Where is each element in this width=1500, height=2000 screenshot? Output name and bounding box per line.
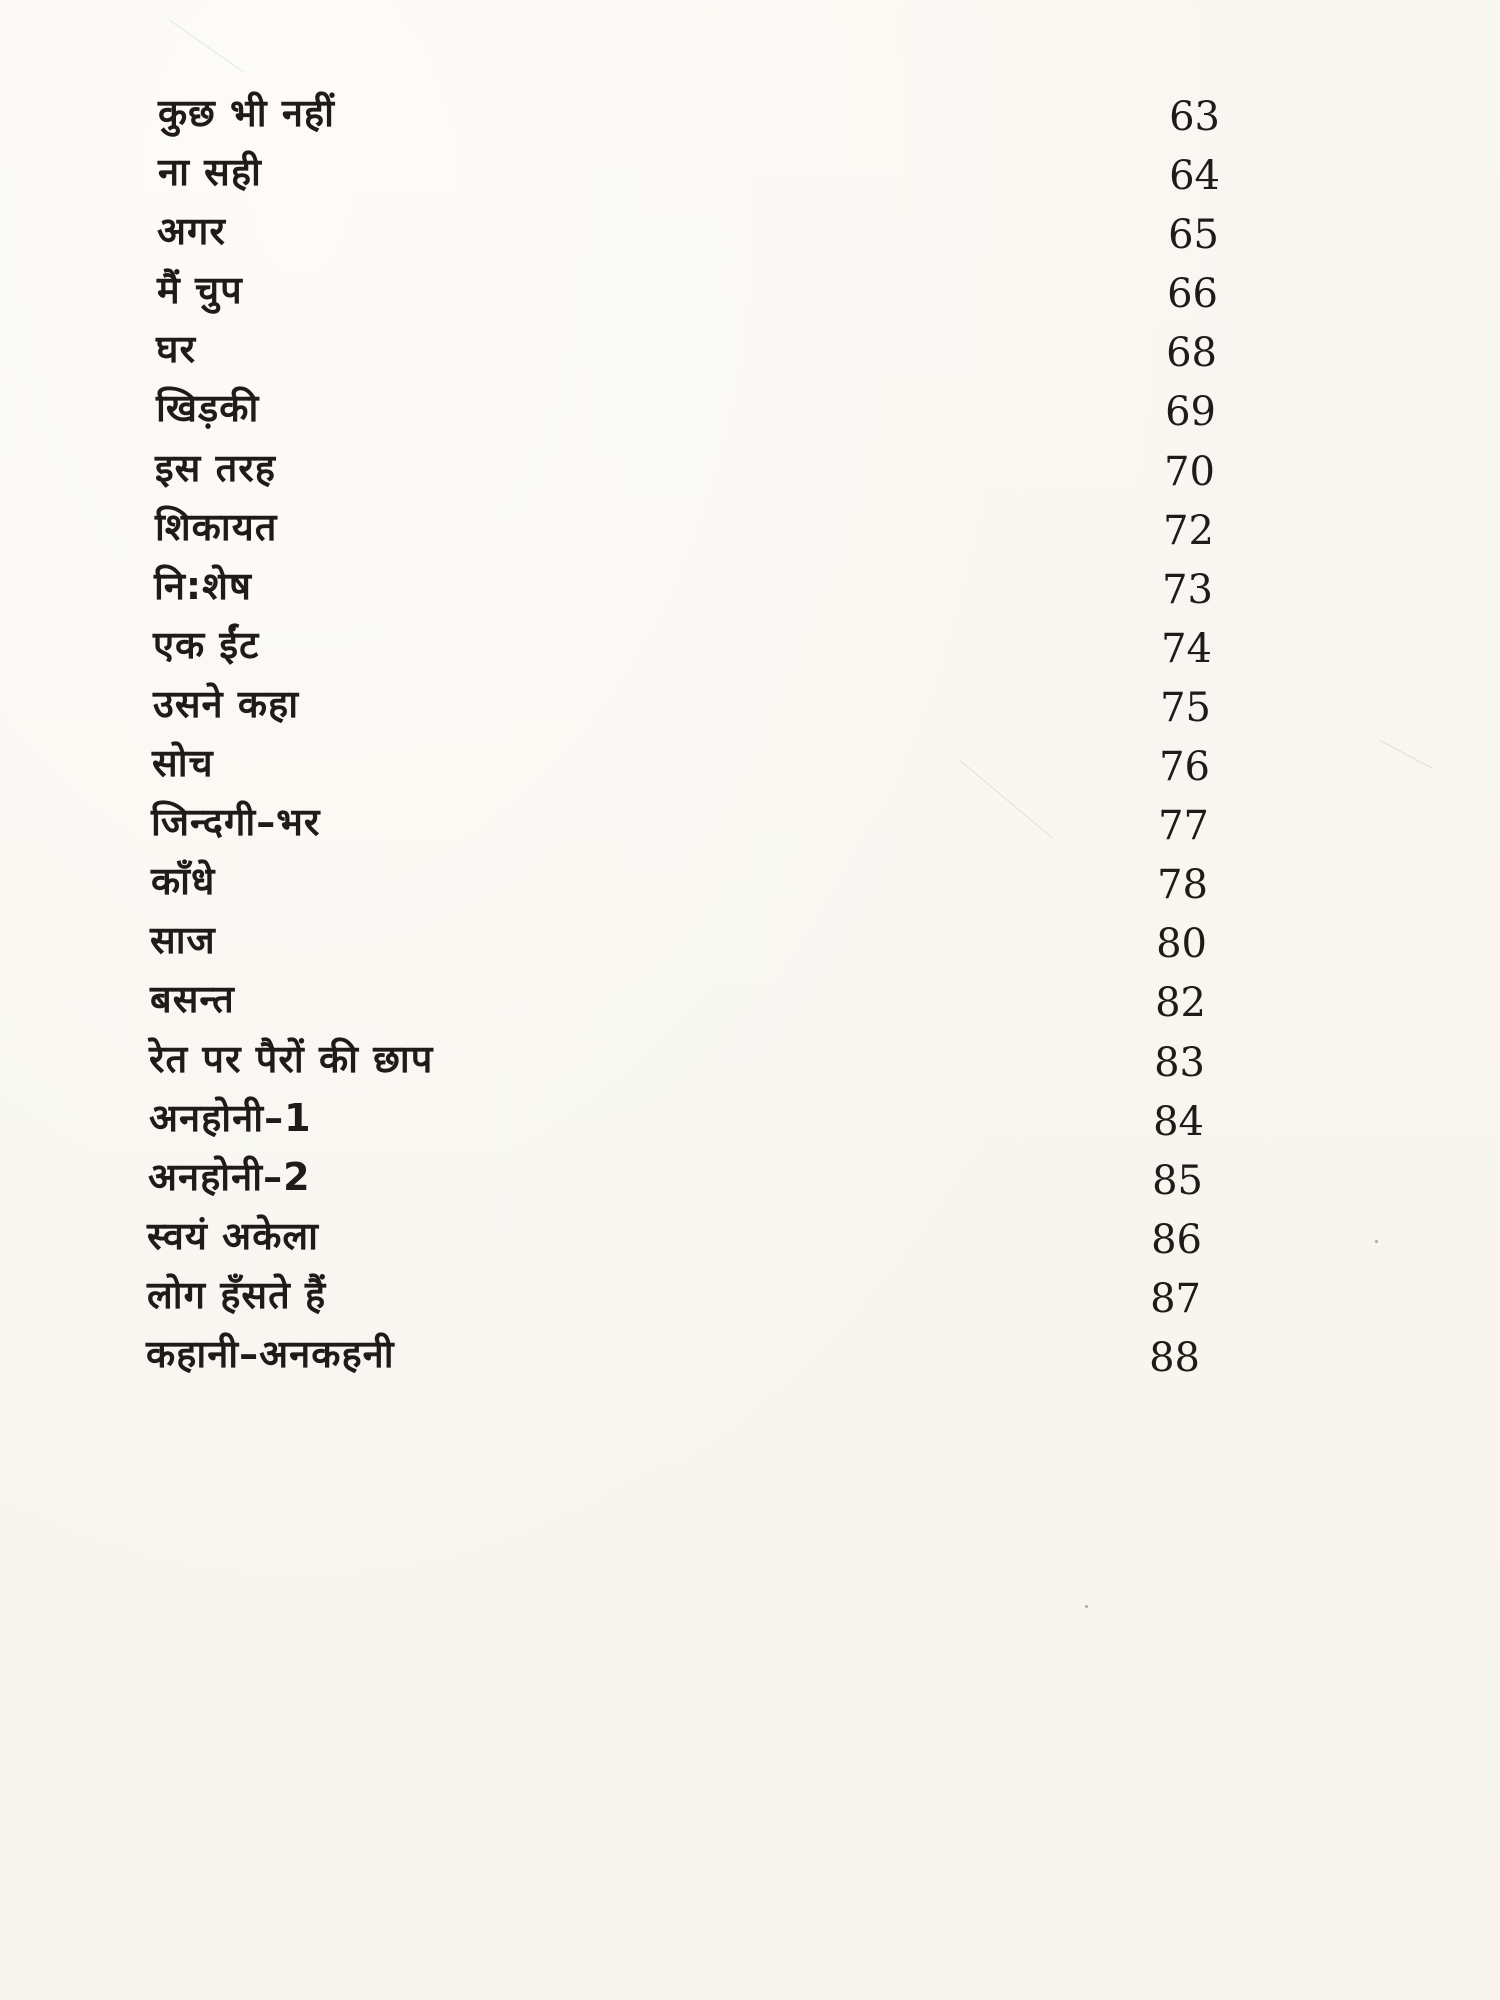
table-of-contents bbox=[0, 84, 1500, 1384]
toc-entry bbox=[0, 734, 1500, 793]
toc-entry-title: रेत पर पैरों की छाप bbox=[149, 1036, 434, 1081]
toc-entry-page: 73 bbox=[1162, 566, 1213, 613]
toc-entry bbox=[0, 1089, 1500, 1148]
toc-entry-page: 83 bbox=[1154, 1039, 1205, 1086]
toc-entry bbox=[0, 143, 1500, 202]
toc-entry bbox=[0, 1325, 1500, 1384]
toc-entry-page: 78 bbox=[1157, 862, 1208, 909]
toc-entry-page: 82 bbox=[1155, 980, 1206, 1027]
toc-entry-page: 86 bbox=[1151, 1216, 1202, 1263]
toc-entry-title: बसन्त bbox=[150, 977, 235, 1022]
toc-entry-page: 70 bbox=[1164, 448, 1215, 495]
toc-entry-title: लोग हँसते हैं bbox=[147, 1272, 327, 1317]
toc-entry bbox=[0, 439, 1500, 498]
toc-entry-title: उसने कहा bbox=[153, 681, 300, 726]
toc-entry bbox=[0, 498, 1500, 557]
paper-scratch bbox=[170, 20, 244, 72]
toc-entry-title: स्वयं अकेला bbox=[147, 1213, 320, 1258]
toc-entry-page: 66 bbox=[1167, 271, 1218, 318]
toc-entry-title: काँधे bbox=[151, 859, 216, 904]
toc-entry-title: जिन्दगी–भर bbox=[151, 800, 321, 845]
toc-entry-title: साज bbox=[150, 918, 216, 963]
toc-entry-page: 77 bbox=[1158, 803, 1209, 850]
toc-entry-page: 87 bbox=[1150, 1275, 1201, 1322]
toc-entry-title: अगर bbox=[157, 209, 226, 254]
toc-entry-title: कुछ भी नहीं bbox=[158, 91, 335, 135]
toc-entry-page: 64 bbox=[1169, 153, 1220, 200]
toc-entry bbox=[0, 616, 1500, 675]
toc-entry-page: 72 bbox=[1163, 507, 1214, 554]
paper-speck bbox=[1085, 1605, 1088, 1608]
toc-entry-page: 65 bbox=[1168, 212, 1219, 259]
toc-entry-page: 85 bbox=[1152, 1157, 1203, 1204]
toc-entry bbox=[0, 793, 1500, 852]
toc-entry-title: अनहोनी–1 bbox=[149, 1095, 312, 1140]
toc-entry-title: घर bbox=[156, 327, 197, 372]
toc-entry-title: सोच bbox=[152, 741, 214, 786]
toc-entry bbox=[0, 320, 1500, 379]
toc-entry bbox=[0, 675, 1500, 734]
toc-entry bbox=[0, 970, 1500, 1029]
toc-entry-page: 80 bbox=[1156, 921, 1207, 968]
toc-entry bbox=[0, 911, 1500, 970]
toc-entry-title: कहानी–अनकहनी bbox=[146, 1331, 395, 1376]
toc-entry bbox=[0, 852, 1500, 911]
toc-entry-page: 74 bbox=[1161, 625, 1212, 672]
toc-entry-page: 69 bbox=[1165, 389, 1216, 436]
toc-entry bbox=[0, 1207, 1500, 1266]
toc-entry-title: शिकायत bbox=[155, 504, 278, 549]
toc-entry bbox=[0, 1148, 1500, 1207]
toc-entry bbox=[0, 202, 1500, 261]
toc-entry-page: 76 bbox=[1159, 744, 1210, 791]
toc-entry-page: 63 bbox=[1169, 94, 1220, 140]
toc-entry-title: खिड़की bbox=[156, 386, 260, 431]
toc-entry-title: एक ईंट bbox=[153, 622, 260, 667]
toc-entry-title: मैं चुप bbox=[157, 268, 243, 313]
toc-entry-page: 88 bbox=[1149, 1334, 1200, 1381]
toc-entry bbox=[0, 261, 1500, 320]
toc-entry-title: नि:शेष bbox=[154, 563, 252, 608]
toc-entry-title: इस तरह bbox=[155, 445, 276, 490]
toc-entry-title: ना सही bbox=[158, 150, 262, 195]
toc-entry bbox=[0, 1030, 1500, 1089]
toc-entry-page: 75 bbox=[1160, 684, 1211, 731]
toc-entry bbox=[0, 1266, 1500, 1325]
toc-entry-page: 84 bbox=[1153, 1098, 1204, 1145]
toc-entry bbox=[0, 379, 1500, 438]
toc-entry-title: अनहोनी–2 bbox=[148, 1154, 311, 1199]
toc-entry bbox=[0, 557, 1500, 616]
toc-entry bbox=[0, 84, 1500, 143]
toc-entry-page: 68 bbox=[1166, 330, 1217, 377]
